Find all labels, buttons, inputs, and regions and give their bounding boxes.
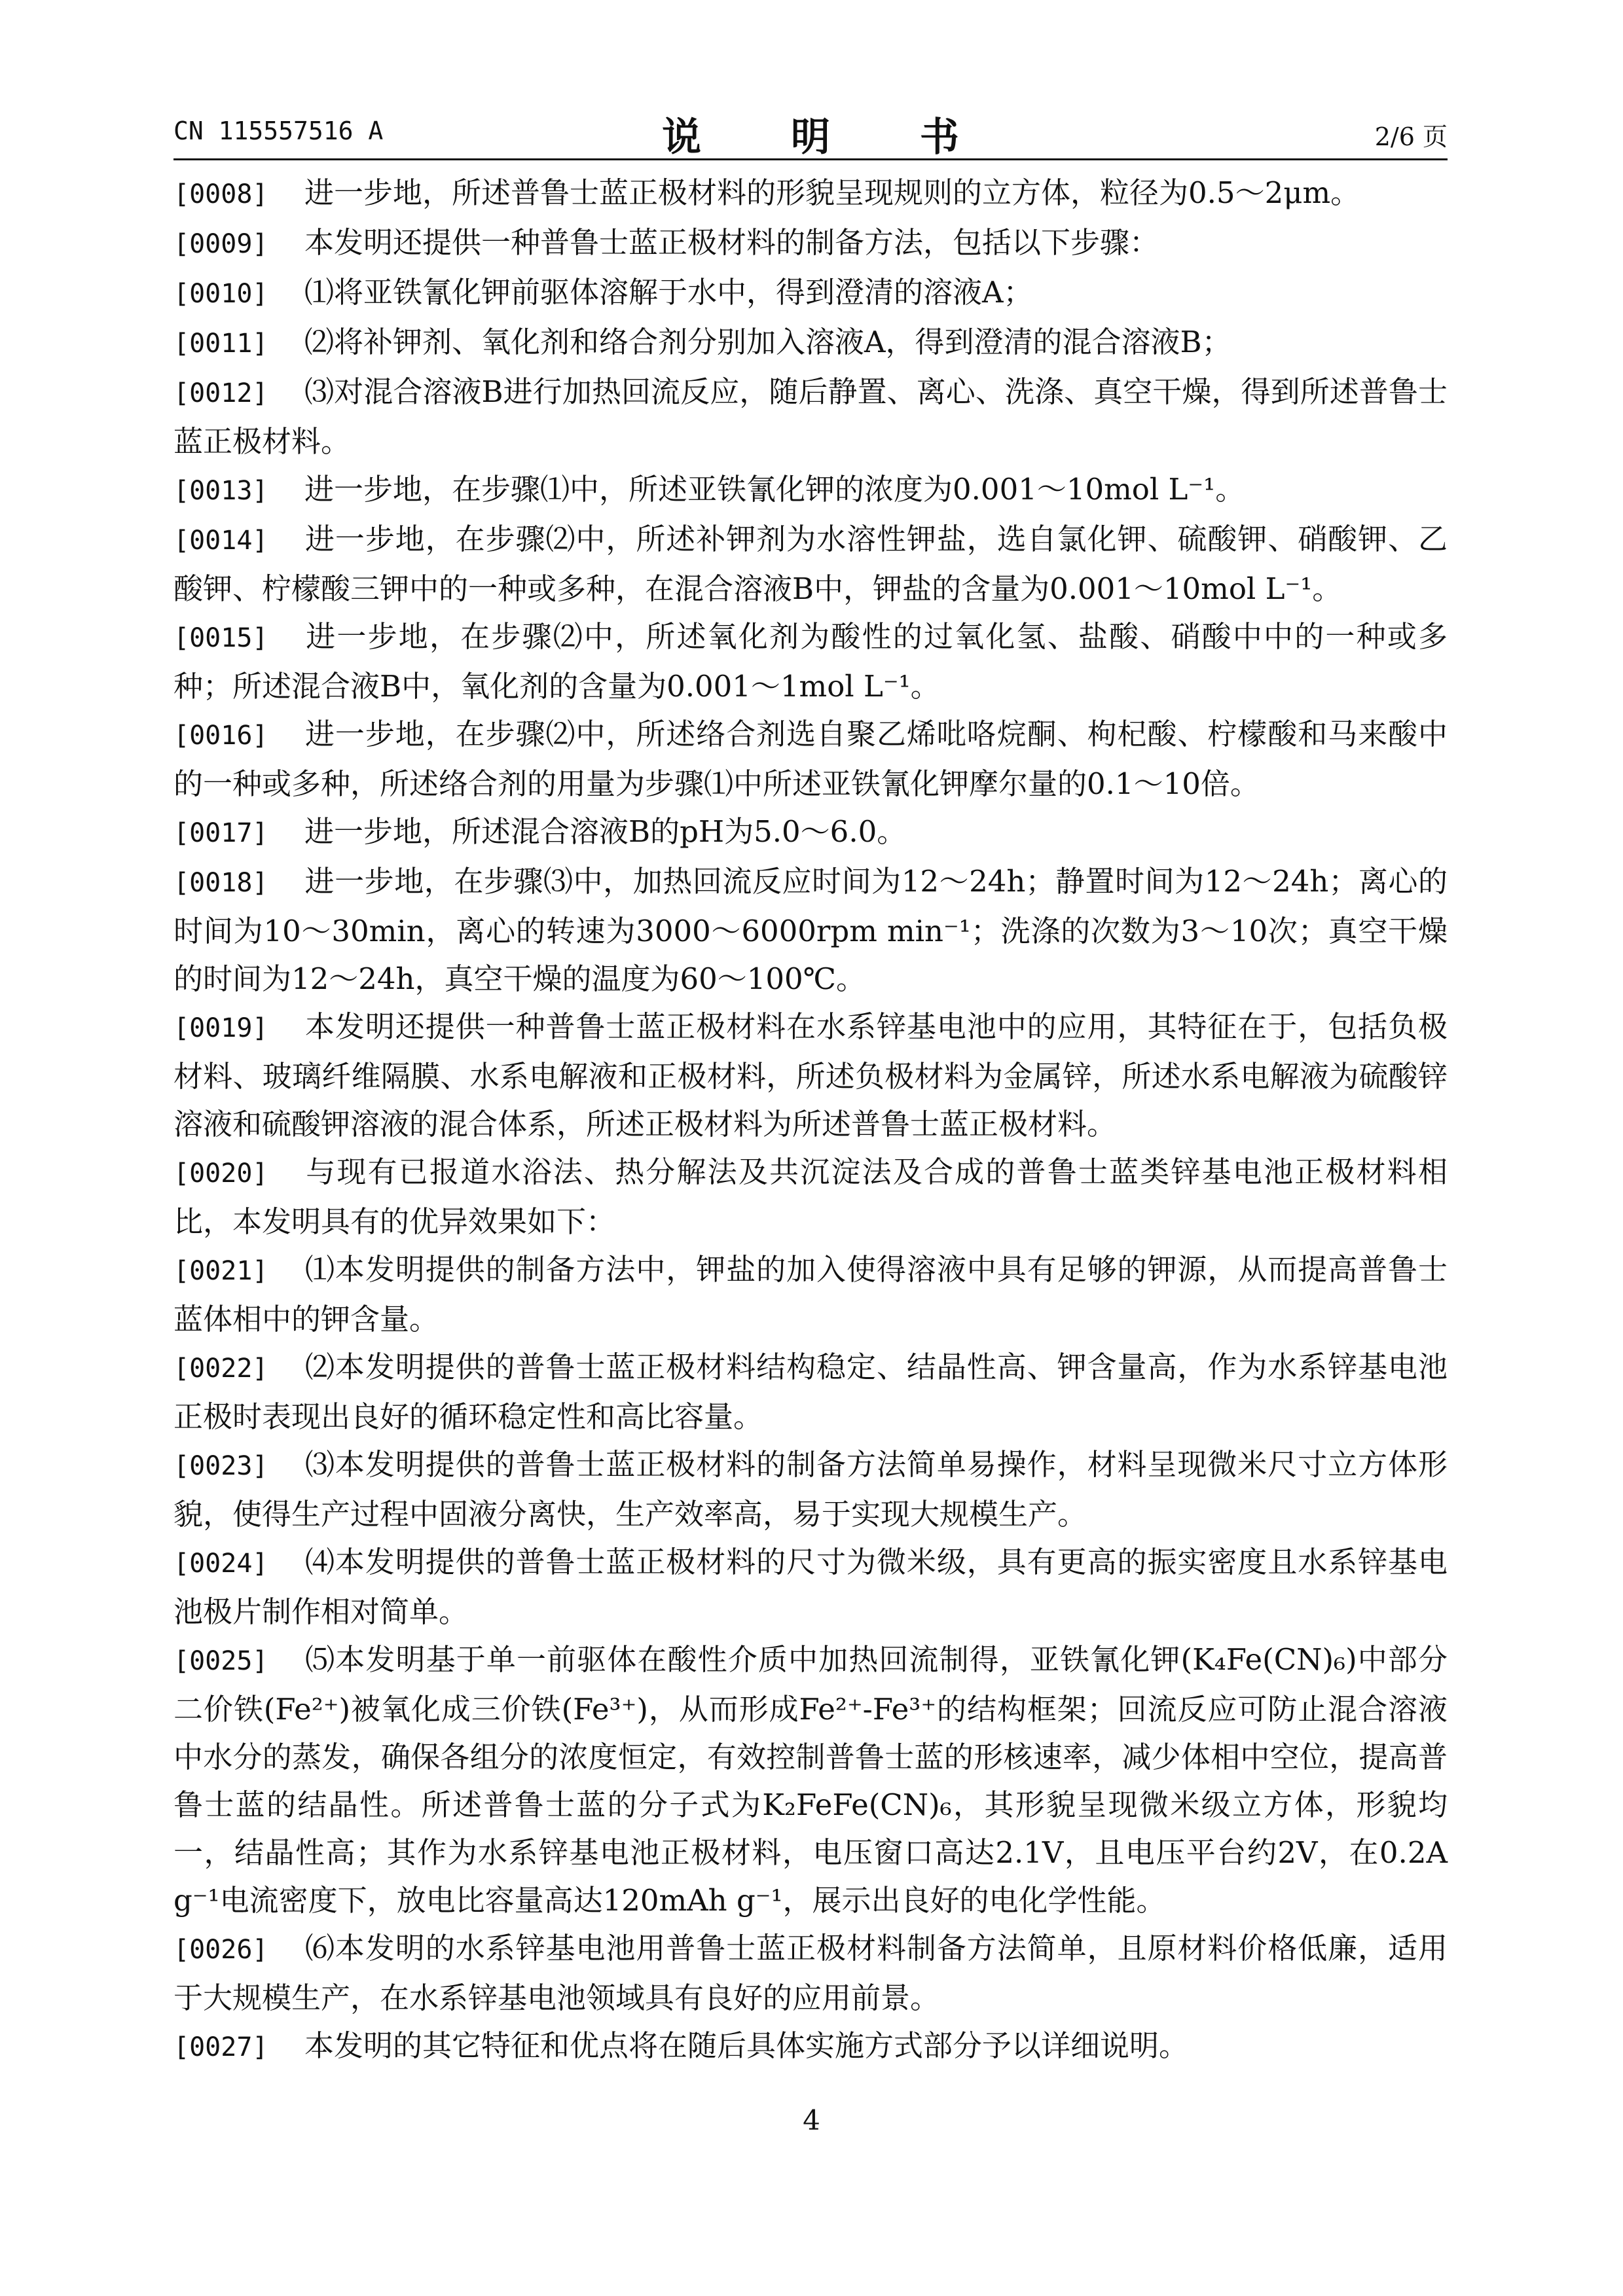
paragraph-0023 bbox=[173, 1441, 1448, 1538]
paragraph-number: [0017] bbox=[173, 818, 268, 848]
paragraph-0016 bbox=[173, 710, 1448, 808]
paragraph-text: ⑵将补钾剂、氧化剂和络合剂分别加入溶液A，得到澄清的混合溶液B； bbox=[304, 325, 1231, 359]
description-body bbox=[173, 169, 1448, 2072]
paragraph-text: 本发明还提供一种普鲁士蓝正极材料在水系锌基电池中的应用，其特征在于，包括负极材料、玻璃纤维隔膜、水系电解液和正极材料，所述负极材料为金属锌，所述水系电解液为硫酸锌溶液和硫酸钾溶液的混合体系，所述正极材料为所述普鲁士蓝正极材料。 bbox=[173, 1009, 1448, 1141]
paragraph-text: 进一步地，在步骤⑵中，所述络合剂选自聚乙烯吡咯烷酮、枸杞酸、柠檬酸和马来酸中的一种或多种，所述络合剂的用量为步骤⑴中所述亚铁氰化钾摩尔量的0.1～10倍。 bbox=[173, 717, 1448, 801]
paragraph-0018 bbox=[173, 857, 1448, 1003]
document-title: 说 明 书 bbox=[662, 115, 997, 160]
paragraph-number: [0018] bbox=[173, 868, 268, 898]
paragraph-number: [0023] bbox=[173, 1451, 268, 1481]
paragraph-0015 bbox=[173, 613, 1448, 710]
paragraph-text: ⑴将亚铁氰化钾前驱体溶解于水中，得到澄清的溶液A； bbox=[304, 275, 1033, 310]
paragraph-number: [0014] bbox=[173, 526, 268, 556]
paragraph-0021 bbox=[173, 1246, 1448, 1343]
page-header bbox=[173, 110, 1448, 160]
paragraph-number: [0019] bbox=[173, 1013, 268, 1043]
paragraph-text: 与现有已报道水浴法、热分解法及共沉淀法及合成的普鲁士蓝类锌基电池正极材料相比，本发明具有的优异效果如下： bbox=[173, 1155, 1448, 1239]
paragraph-number: [0011] bbox=[173, 329, 268, 359]
page-indicator: 2/6 页 bbox=[1374, 122, 1448, 151]
paragraph-text: 进一步地，在步骤⑴中，所述亚铁氰化钾的浓度为0.001～10mol L⁻¹。 bbox=[304, 472, 1245, 507]
paragraph-0024 bbox=[173, 1538, 1448, 1636]
paragraph-text: ⑴本发明提供的制备方法中，钾盐的加入使得溶液中具有足够的钾源，从而提高普鲁士蓝体相中的钾含量。 bbox=[173, 1252, 1448, 1336]
paragraph-text: ⑵本发明提供的普鲁士蓝正极材料结构稳定、结晶性高、钾含量高，作为水系锌基电池正极时表现出良好的循环稳定性和高比容量。 bbox=[173, 1350, 1448, 1434]
paragraph-text: 本发明的其它特征和优点将在随后具体实施方式部分予以详细说明。 bbox=[304, 2028, 1189, 2063]
publication-number: CN 115557516 A bbox=[173, 117, 384, 145]
paragraph-text: ⑶本发明提供的普鲁士蓝正极材料的制备方法简单易操作，材料呈现微米尺寸立方体形貌，使得生产过程中固液分离快，生产效率高，易于实现大规模生产。 bbox=[173, 1447, 1448, 1532]
paragraph-0022 bbox=[173, 1343, 1448, 1441]
paragraph-text: ⑷本发明提供的普鲁士蓝正极材料的尺寸为微米级，具有更高的振实密度且水系锌基电池极片制作相对简单。 bbox=[173, 1545, 1448, 1629]
paragraph-number: [0008] bbox=[173, 179, 268, 209]
paragraph-text: 本发明还提供一种普鲁士蓝正极材料的制备方法，包括以下步骤： bbox=[304, 225, 1159, 260]
paragraph-text: 进一步地，在步骤⑶中，加热回流反应时间为12～24h；静置时间为12～24h；离心的时间为10～30min，离心的转速为3000～6000rpm min⁻¹；洗涤的次数为3～10次；真空干燥的时间为12～24h，真空干燥的温度为60～100℃。 bbox=[173, 864, 1448, 996]
paragraph-0013 bbox=[173, 465, 1448, 515]
paragraph-number: [0016] bbox=[173, 721, 268, 751]
paragraph-0011 bbox=[173, 318, 1448, 368]
paragraph-text: 进一步地，所述普鲁士蓝正极材料的形貌呈现规则的立方体，粒径为0.5～2μm。 bbox=[304, 175, 1360, 210]
paragraph-text: 进一步地，所述混合溶液B的pH为5.0～6.0。 bbox=[304, 814, 907, 849]
paragraph-0027 bbox=[173, 2022, 1448, 2072]
paragraph-number: [0013] bbox=[173, 476, 268, 506]
paragraph-text: 进一步地，在步骤⑵中，所述氧化剂为酸性的过氧化氢、盐酸、硝酸中中的一种或多种；所述混合液B中，氧化剂的含量为0.001～1mol L⁻¹。 bbox=[173, 619, 1448, 704]
paragraph-0026 bbox=[173, 1924, 1448, 2022]
paragraph-number: [0009] bbox=[173, 229, 268, 259]
paragraph-number: [0012] bbox=[173, 378, 268, 408]
paragraph-text: ⑶对混合溶液B进行加热回流反应，随后静置、离心、洗涤、真空干燥，得到所述普鲁士蓝正极材料。 bbox=[173, 374, 1448, 459]
paragraph-0008 bbox=[173, 169, 1448, 219]
paragraph-number: [0020] bbox=[173, 1158, 268, 1189]
paragraph-text: 进一步地，在步骤⑵中，所述补钾剂为水溶性钾盐，选自氯化钾、硫酸钾、硝酸钾、乙酸钾、柠檬酸三钾中的一种或多种，在混合溶液B中，钾盐的含量为0.001～10mol L⁻¹。 bbox=[173, 522, 1448, 606]
paragraph-text: ⑸本发明基于单一前驱体在酸性介质中加热回流制得，亚铁氰化钾(K₄Fe(CN)₆)中部分二价铁(Fe²⁺)被氧化成三价铁(Fe³⁺)，从而形成Fe²⁺-Fe³⁺的结构框架；回流反应可防止混合溶液中水分的蒸发，确保各组分的浓度恒定，有效控制普鲁士蓝的形核速率，减少体相中空位，提高普鲁士蓝的结晶性。所述普鲁士蓝的分子式为K₂FeFe(CN)₆，其形貌呈现微米级立方体，形貌均一，结晶性高；其作为水系锌基电池正极材料，电压窗口高达2.1V，且电压平台约2V，在0.2A g⁻¹电流密度下，放电比容量高达120mAh g⁻¹，展示出良好的电化学性能。 bbox=[173, 1642, 1448, 1918]
paragraph-0017 bbox=[173, 808, 1448, 857]
paragraph-number: [0010] bbox=[173, 279, 268, 309]
paragraph-number: [0024] bbox=[173, 1549, 268, 1579]
paragraph-number: [0022] bbox=[173, 1354, 268, 1384]
paragraph-number: [0021] bbox=[173, 1256, 268, 1286]
paragraph-0010 bbox=[173, 268, 1448, 318]
header-divider bbox=[173, 158, 1448, 160]
paragraph-number: [0026] bbox=[173, 1935, 268, 1965]
paragraph-0014 bbox=[173, 515, 1448, 613]
page-number: 4 bbox=[803, 2104, 820, 2136]
paragraph-0012 bbox=[173, 368, 1448, 465]
paragraph-0025 bbox=[173, 1636, 1448, 1924]
paragraph-number: [0027] bbox=[173, 2032, 268, 2062]
paragraph-0009 bbox=[173, 219, 1448, 268]
paragraph-number: [0025] bbox=[173, 1646, 268, 1676]
paragraph-text: ⑹本发明的水系锌基电池用普鲁士蓝正极材料制备方法简单，且原材料价格低廉，适用于大规模生产，在水系锌基电池领域具有良好的应用前景。 bbox=[173, 1931, 1448, 2015]
paragraph-number: [0015] bbox=[173, 623, 268, 653]
paragraph-0019 bbox=[173, 1003, 1448, 1148]
paragraph-0020 bbox=[173, 1148, 1448, 1246]
